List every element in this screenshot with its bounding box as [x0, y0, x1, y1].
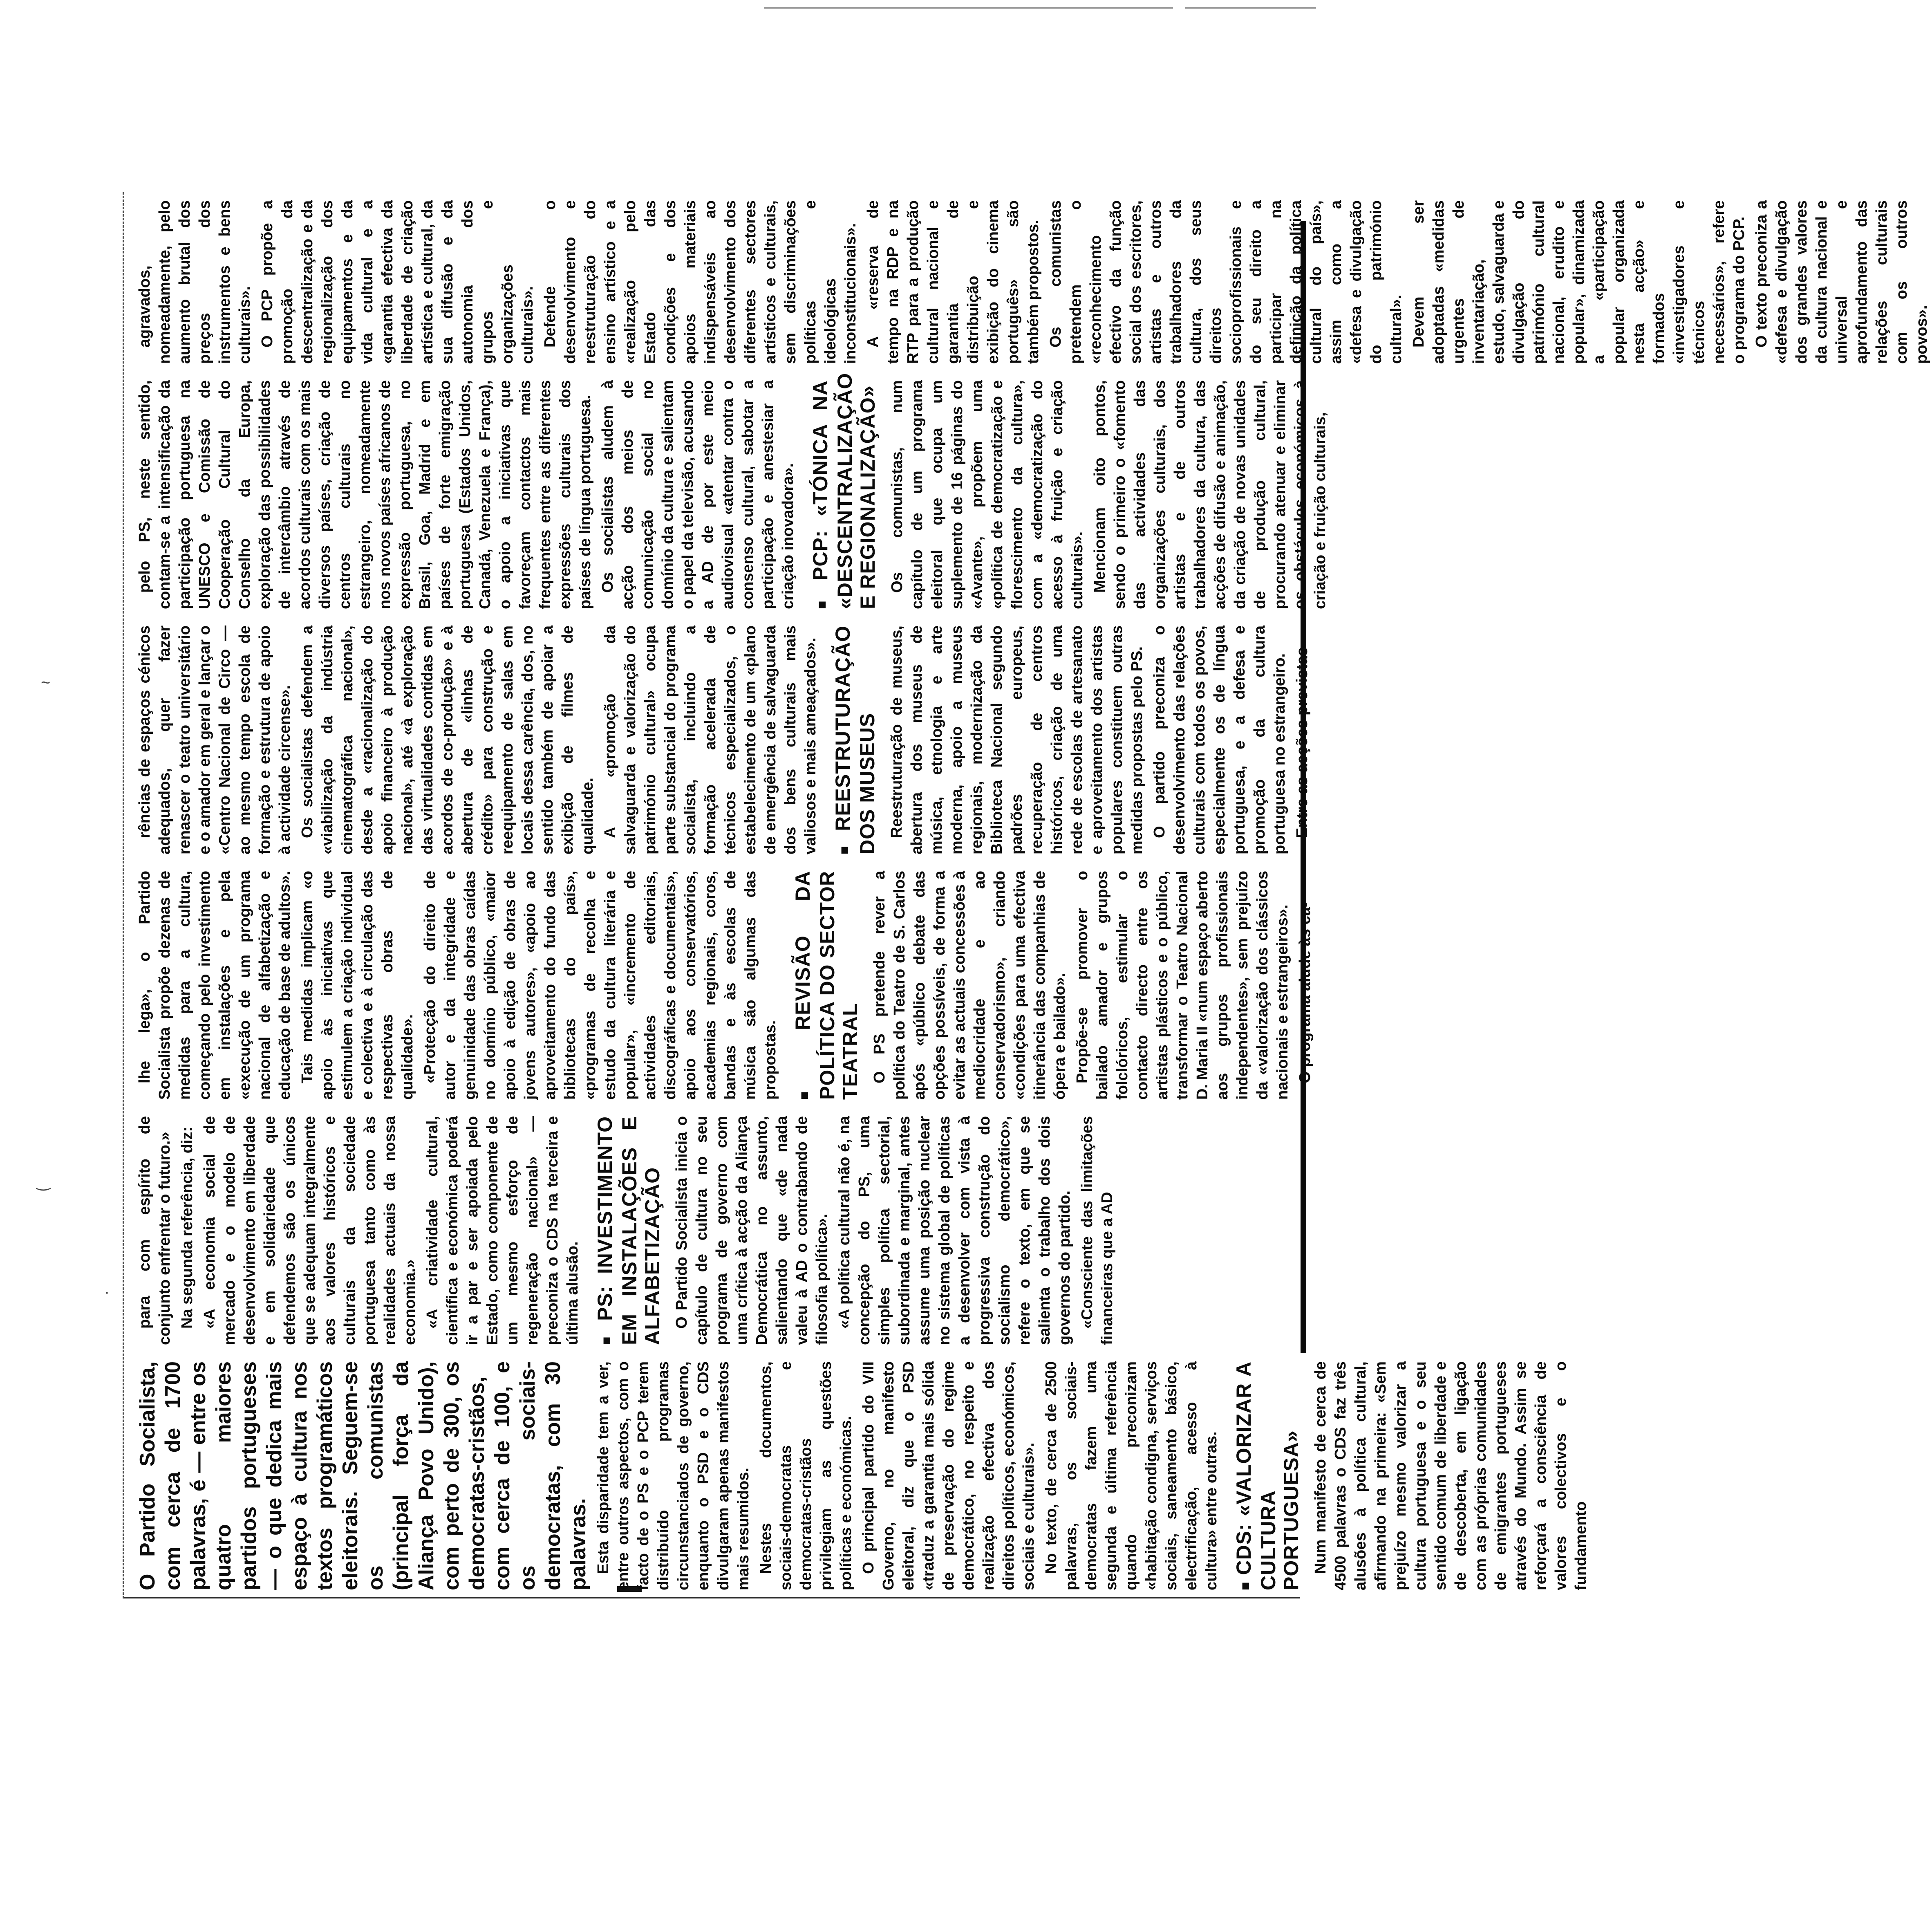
rotated-article	[123, 192, 1930, 1598]
article-paragraph: agravados, nomeadamente, pelo aumento brutal dos preços dos instrumentos e bens culturais».	[136, 200, 253, 364]
article-paragraph: «Consciente das limitações financeiras que a AD	[1078, 1116, 1116, 1345]
article-column-5	[135, 372, 1329, 609]
article-paragraph: O Partido Socialista inicia o capítulo de cultura no seu programa de governo com uma crítica à acção da Aliança Democrática no assunto, salientando que «de nada valeu à AD o contrabando de filosofia política».	[673, 1116, 831, 1345]
article-paragraph: O partido preconiza o desenvolvimento das relações culturais com todos os povos, especialmente os de língua portuguesa, e a defesa e promoção da cultura portuguesa no estrangeiro.	[1151, 625, 1288, 854]
section-heading: ■ REVISÃO DA POLÍTICA DO SECTOR TEATRAL	[791, 871, 862, 1100]
article-paragraph: Tais medidas implicam «o apoio às iniciativas que estimulem a criação individual e colectiva e à circulação das respectivas obras de qualidade».	[299, 871, 416, 1100]
article-paragraph: O PS pretende rever a política do Teatro de S. Carlos após «público debate das opções possíveis, de forma a evitar as actuais concessões à mediocridade e ao conservadorismo», criando «condições para uma efectiva itinerância das companhias de ópera e bailado».	[871, 871, 1068, 1100]
article-paragraph: Devem ser adoptadas «medidas urgentes de inventariação, estudo, salvaguarda e divulgação do património cultural nacional, erudito e popular», dinamizada a «participação popular organizada nesta acção» e formados «investigadores e técnicos necessários», refere o programa do PCP.	[1410, 200, 1748, 364]
article-paragraph: «A economia social de mercado e o modelo de desenvolvimento em liberdade e em solidariedade que defendemos são os únicos que se adequam integralmente aos valores históricos e culturais da sociedade portuguesa tanto como às realidades actuais da nossa economia.»	[201, 1116, 419, 1345]
article-column-6	[135, 200, 1930, 364]
article-paragraph: O PCP propõe a promoção da descentralização e da regionalização dos equipamentos e da vida cultural e a «garantia efectiva da liberdade de criação artística e cultural, da sua difusão e da autonomia dos grupos e organizações culturais».	[259, 200, 536, 364]
scan-speck: ‿	[37, 1172, 50, 1190]
scanned-newspaper-clipping	[123, 192, 1930, 1598]
top-rule-line	[764, 7, 1173, 9]
article-paragraph: O texto preconiza a «defesa e divulgação dos grandes valores da cultura nacional e universal e aprofundamento das relações culturais com os outros povos».	[1753, 200, 1930, 364]
article-paragraph: «A criatividade cultural, científica e económica poderá ir a par e ser apoiada pelo Estado, como componente de um mesmo esforço de regeneração nacional» — preconiza o CDS na terceira e última alusão.	[424, 1116, 581, 1345]
article-lead: O Partido Socialista, com cerca de 1700 palavras, é — entre os quatro maiores partidos portugueses — o que dedica mais espaço à cultura nos textos programáticos eleitorais. Seguem-se os comunistas (principal força da Aliança Povo Unido), com perto de 300, os democratas-cristãos, com cerca de 100, e os sociais-democratas, com 30 palavras.	[136, 1361, 590, 1590]
article-paragraph: Na segunda referência, diz:	[179, 1126, 196, 1329]
article-paragraph: Os socialistas defendem a «viabilização da indústria cinematográfica nacional», desde a «racionalização do apoio financeiro à produção nacional», até «à exploração das virtualidades contidas em acordos de co-produção» e à abertura de «linhas de crédito» para construção e reequipamento de salas em locais dessa carência, dos, no sentido também de apoiar a exibição de filmes de qualidade.	[299, 625, 596, 854]
top-rule-line-right	[1185, 7, 1316, 9]
article-paragraph: rências de espaços cénicos adequados, quer fazer renascer o teatro universitário e o amador em geral e lançar o «Centro Nacional de Circo — ao mesmo tempo escola de formação e estrutura de apoio à actividade circense».	[136, 625, 293, 854]
article-column-4	[135, 625, 1311, 854]
section-heading: ■ CDS: «VALORIZAR A CULTURA PORTUGUESA»	[1232, 1361, 1303, 1590]
article-paragraph: para com espírito de conjunto enfrentar o futuro.»	[136, 1116, 173, 1345]
scan-speck: ·	[104, 1283, 110, 1301]
article-paragraph: Os socialistas aludem à acção dos meios de comunicação social no domínio da cultura e salientam o papel da televisão, acusando a AD de por este meio audiovisual «atentar contra o consenso cultural, sabotar a participação e anestesiar a criação inovadora».	[599, 380, 797, 609]
article-paragraph: O programa alude às ca-	[1296, 902, 1314, 1083]
article-paragraph: Entre as acções previstas	[1293, 647, 1311, 838]
article-paragraph: Num manifesto de cerca de 4500 palavras o CDS faz três alusões à política cultural, afirmando na primeira: «Sem prejuízo mesmo valorizar a cultura portuguesa e o seu sentido comum de liberdade e de descoberta, em ligação com as próprias comunidades de emigrantes portugueses através do Mundo. Assim se reforçará a consciência de valores colectivos e o fundamento	[1312, 1361, 1589, 1590]
article-paragraph: Mencionam oito pontos, sendo o primeiro o «fomento das actividades das organizações culturais, dos artistas e de outros trabalhadores da cultura, das acções de difusão e animação, da criação de novas unidades de produção cultural, procurando atenuar e eliminar os obstáculos económicos à criação e fruição culturais,	[1091, 380, 1329, 609]
article-paragraph: «Protecção do direito de autor e da integridade e genuinidade das obras caídas no domínio público, «maior apoio à edição de obras de jovens autores», «apoio ao aproveitamento do fundo das bibliotecas do país», «programas de recolha e estudo da cultura literária e popular», «incremento de actividades editoriais, discográficas e documentais», apoio aos conservatórios, academias regionais, coros, bandas e às escolas de música são algumas das propostas.	[421, 871, 779, 1100]
article-paragraph: lhe lega», o Partido Socialista propõe dezenas de medidas para a cultura, começando pelo investimento em instalações e pela «execução de um programa nacional de alfabetização e educação de base de adultos».	[136, 871, 293, 1100]
section-heading: ■ REESTRUTURAÇÃO DOS MUSEUS	[831, 625, 879, 854]
article-paragraph: Defende o desenvolvimento e reestruturação do ensino artístico e a «realização pelo Estado das condições e dos apoios materiais indispensáveis ao desenvolvimento dos diferentes sectores artísticos e culturais, sem discriminações políticas e ideológicas inconstitucionais».	[542, 200, 859, 364]
article-paragraph: Esta disparidade tem a ver, entre outros aspectos, com o facto de o PS e o PCP terem distribuído programas circunstanciados de governo, enquanto o PSD e o CDS divulgaram apenas manifestos mais resumidos.	[595, 1361, 752, 1590]
article-paragraph: Reestruturação de museus, abertura dos museus de música, etnologia e arte moderna, apoio a museus regionais, modernização da Biblioteca Nacional segundo padrões europeus, recuperação de centros históricos, criação de uma rede de escolas de artesanato e aproveitamento dos artistas populares constituem outras medidas propostas pelo PS.	[888, 625, 1146, 854]
article-paragraph: A «promoção da salvaguarda e valorização do património cultural» ocupa parte substancial do programa socialista, incluindo a formação acelerada de técnicos especializados, o estabelecimento de um «plano de emergência de salvaguarda dos bens culturais mais valiosos e mais ameaçados».	[602, 625, 819, 854]
article-paragraph: pelo PS, neste sentido, contam-se a intensificação da participação portuguesa na UNESCO e Comissão de Cooperação Cultural do Conselho da Europa, exploração das possibilidades de intercâmbio através de acordos culturais com os mais diversos países, criação de centros culturais no estrangeiro, nomeadamente nos novos países africanos de expressão portuguesa, no Brasil, Goa, Madrid e em países de forte emigração portuguesa (Estados Unidos, Canadá, Venezuela e França), o apoio a iniciativas que favoreçam contactos mais frequentes entre as diferentes expressões culturais dos países de língua portuguesa.	[136, 380, 594, 609]
article-paragraph: Nestes documentos, sociais-democratas e democratas-cristãos privilegiam as questões políticas e económicas.	[757, 1361, 855, 1590]
article-column-2	[135, 1116, 1287, 1345]
section-heading: ■ PCP: «TÓNICA NA «DESCENTRALIZAÇÃO E REGIONALIZAÇÃO»	[809, 380, 879, 609]
article-paragraph: Propõe-se promover o bailado amador e grupos folclóricos, estimular o contacto directo entre os artistas plásticos e o público, transformar o Teatro Nacional D. Maria II «num espaço aberto aos grupos profissionais independentes», sem prejuízo da «valorização dos clássicos nacionais e estrangeiros».	[1073, 871, 1291, 1100]
article-column-1	[135, 1361, 1589, 1590]
article-column-3	[135, 871, 1314, 1100]
section-heading: ■ PS: INVESTIMENTO EM INSTALAÇÕES E ALFABETIZAÇÃO	[593, 1116, 664, 1345]
article-paragraph: O principal partido do VIII Governo, no manifesto eleitoral, diz que o PSD «traduz a garantia mais sólida de preservação do regime democrático, no respeito e realização efectiva dos direitos políticos, económicos, sociais e culturais».	[860, 1361, 1037, 1590]
article-paragraph: Os comunistas, num capítulo de um programa eleitoral que ocupa um suplemento de 16 páginas do «Avante», propõem uma «política de democratização e florescimento da cultura», com a «democratização do acesso à fruição e criação culturais».	[888, 380, 1086, 609]
article-paragraph: A «reserva de tempo na RDP e na RTP para a produção cultural nacional e garantia de distribuição e exibição do cinema português» são também propostos.	[864, 200, 1042, 364]
article-paragraph: No texto, de cerca de 2500 palavras, os sociais-democratas fazem uma segunda e última referência quando preconizam «habitação condigna, serviços sociais, saneamento básico, electrificação, acesso à cultura» entre outras.	[1043, 1361, 1220, 1590]
article-paragraph: Os comunistas pretendem o «reconhecimento efectivo da função social dos escritores, artistas e outros trabalhadores da cultura, dos seus direitos socioprofissionais e do seu direito a participar na definição da política cultural do país», assim como a «defesa e divulgação do património cultural».	[1047, 200, 1405, 364]
scan-speck: ~	[41, 674, 51, 692]
article-paragraph: «A política cultural não é, na concepção do PS, uma simples política sectorial, subordinada e marginal, antes assume uma posição nuclear no sistema global de políticas a desenvolver com vista à progressiva construção do socialismo democrático», refere o texto, em que se salienta o trabalho dos dois governos do partido.	[835, 1116, 1073, 1345]
